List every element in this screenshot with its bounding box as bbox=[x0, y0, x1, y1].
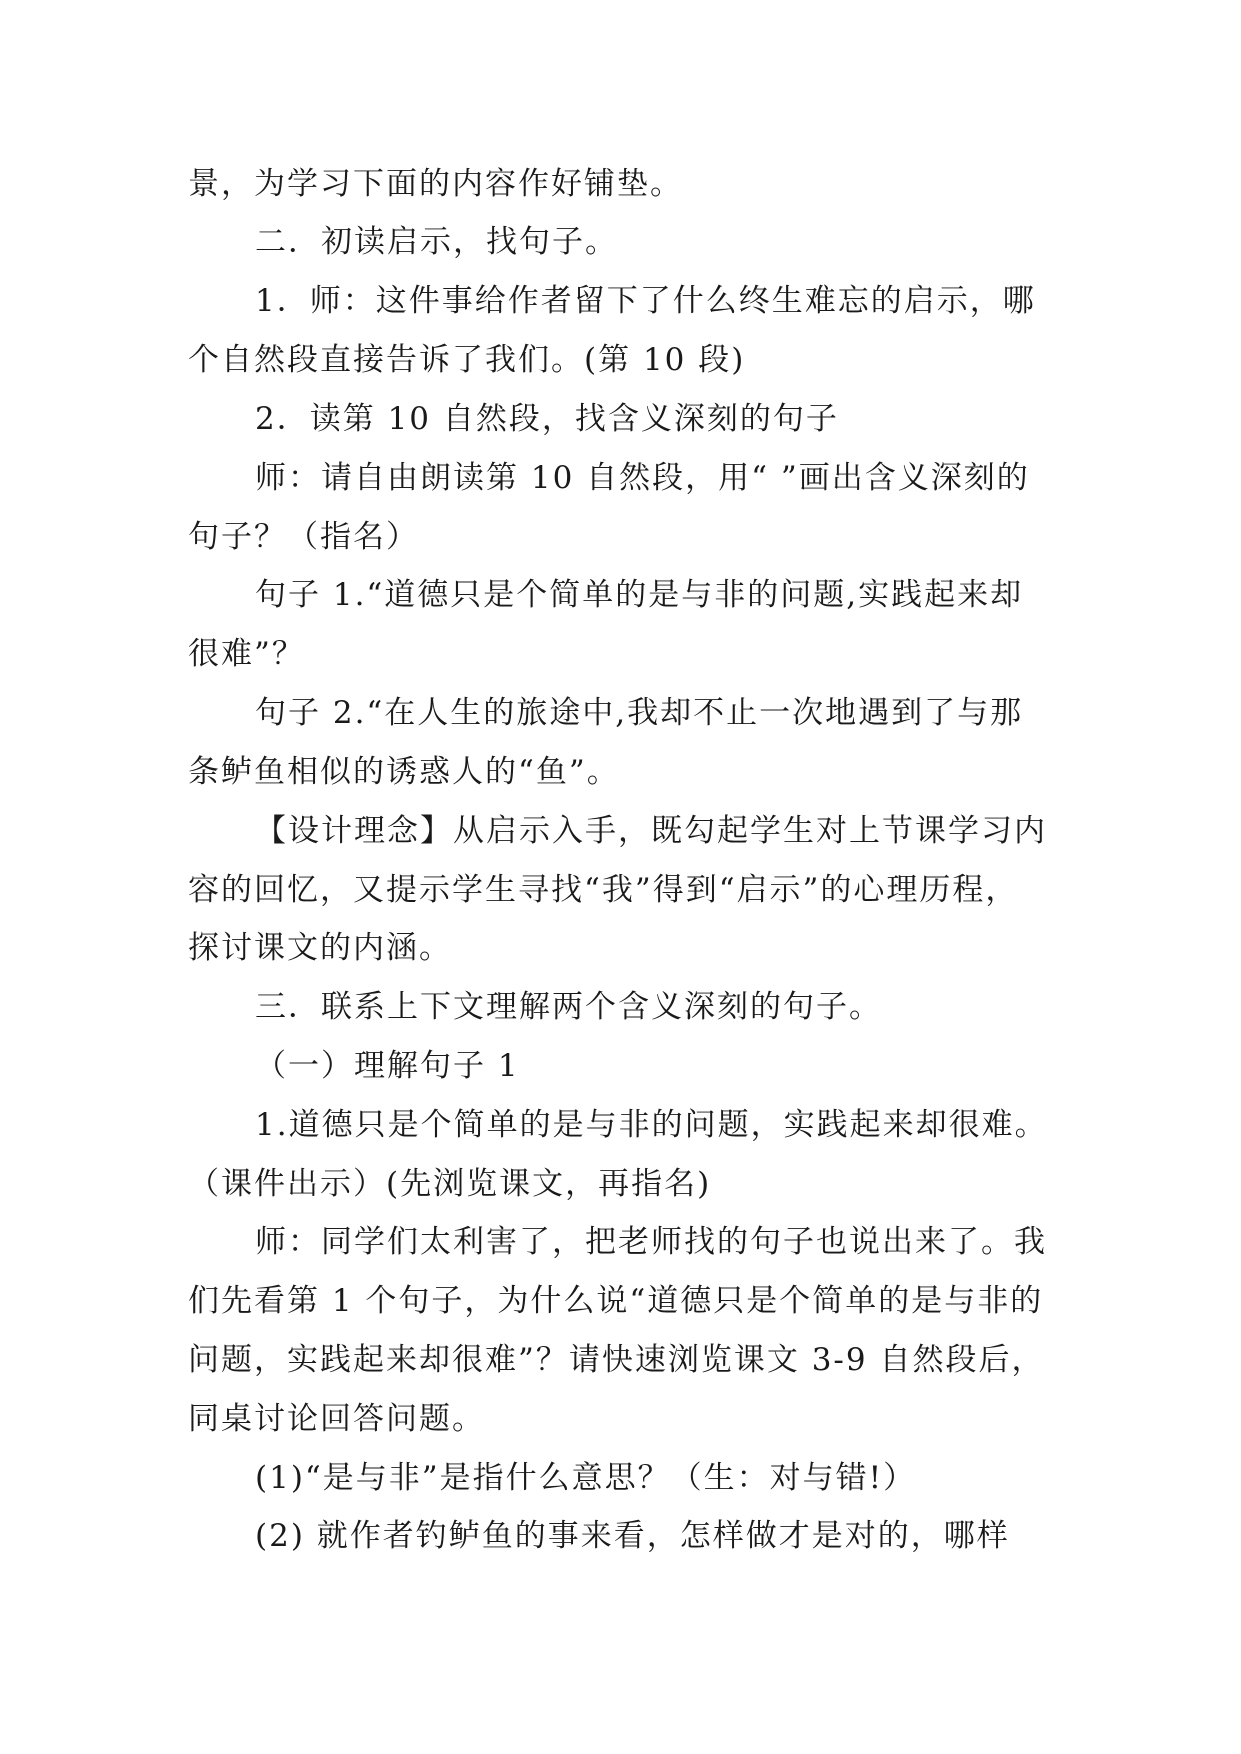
text-line: 同桌讨论回答问题。 bbox=[188, 1401, 485, 1437]
text-line: 1．师：这件事给作者留下了什么终生难忘的启示，哪 bbox=[255, 283, 1036, 319]
text-line: 师：同学们太利害了，把老师找的句子也说出来了。我 bbox=[255, 1224, 1047, 1260]
text-line: （课件出示）(先浏览课文，再指名) bbox=[188, 1166, 712, 1202]
text-line: (2) 就作者钓鲈鱼的事来看，怎样做才是对的，哪样 bbox=[255, 1518, 1010, 1554]
text-line: 个自然段直接告诉了我们。(第 10 段) bbox=[188, 342, 746, 378]
text-line: 们先看第 1 个句子，为什么说“道德只是个简单的是与非的 bbox=[188, 1283, 1044, 1319]
text-line: 容的回忆，又提示学生寻找“我”得到“启示”的心理历程， bbox=[188, 872, 1019, 908]
text-line: 师：请自由朗读第 10 自然段，用“ ”画出含义深刻的 bbox=[255, 460, 1030, 496]
text-line: 2．读第 10 自然段，找含义深刻的句子 bbox=[255, 401, 839, 437]
text-line: 条鲈鱼相似的诱惑人的“鱼”。 bbox=[188, 754, 620, 790]
text-line: (1)“是与非”是指什么意思？（生：对与错!） bbox=[255, 1460, 917, 1496]
text-line: 1.道德只是个简单的是与非的问题，实践起来却很难。 bbox=[255, 1107, 1048, 1143]
text-line: 句子 1.“道德只是个简单的是与非的问题,实践起来却 bbox=[255, 577, 1024, 613]
text-line: 【设计理念】从启示入手，既勾起学生对上节课学习内 bbox=[255, 813, 1047, 849]
text-line: 问题，实践起来却很难”？请快速浏览课文 3-9 自然段后， bbox=[188, 1342, 1045, 1378]
text-line: 景，为学习下面的内容作好铺垫。 bbox=[188, 166, 683, 202]
subsection-heading: （一）理解句子 1 bbox=[255, 1048, 520, 1084]
text-line: 句子 2.“在人生的旅途中,我却不止一次地遇到了与那 bbox=[255, 695, 1024, 731]
text-line: 很难”？ bbox=[188, 636, 305, 672]
text-line: 探讨课文的内涵。 bbox=[188, 930, 452, 966]
text-line: 句子？（指名） bbox=[188, 519, 419, 555]
section-heading: 二．初读启示，找句子。 bbox=[255, 224, 618, 260]
section-heading: 三．联系上下文理解两个含义深刻的句子。 bbox=[255, 989, 882, 1025]
